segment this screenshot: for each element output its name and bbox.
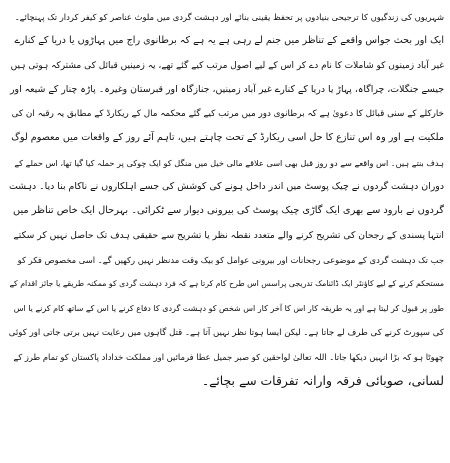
text-line: مستحکم کرنے کے لیے کاؤنٹر ایک ڈائنامک تدریجی پراسس اس طرح کام کرتا ہے کہ فرد دہشت گردی کو ممکنہ طریقے یا جائز اقدام کے: [9, 279, 444, 289]
text-line: چھوٹا ہو کہ بڑا انہیں دیکھا جاتا۔ اللہ تعالیٰ لواحقین کو صبر جمیل عطا فرمائیں اور مملکت خداداد پاکستان کو تمام طرز کے: [13, 352, 444, 363]
text-line: ہدف بنتے ہیں۔ اس واقعے سے دو روز قبل بھی اسی علاقے مالی خیل میں منگل کو ایک چوکی پر حملہ کیا گیا تھا، اس حملے کے: [14, 157, 444, 168]
text-line: ایک اور بحث جواس واقعے کے تناظر میں جنم لے رہی ہے یہ ہے کہ برطانوی راج میں پہاڑوں یا دریا کے کنارے: [14, 35, 444, 47]
text-line: لسانی، صوبائی فرقہ وارانہ تفرقات سے بچائے۔: [201, 373, 444, 389]
text-line: کی سپورٹ کرنے کی طرف لے جاتا ہے۔ لیکن ایسا ہوتا نظر نہیں آتا ہے۔ قتل گاہوں میں رعایت نہیں برتی جاتی اور کوئی: [8, 327, 444, 338]
text-line: خارکلے کے سنی قبائل کا دعویٰ ہے کہ برطانوی دور میں مرتب کیے گئے محکمہ مال کے ریکارڈ کے مطابق یہ رقبہ ان کی: [11, 109, 444, 120]
text-line: دوران دہشت گردوں نے چیک پوسٹ میں اندر داخل ہونے کی کوشش کی جسے اہلکاروں نے ناکام بنا دیا۔ دہشت: [8, 181, 444, 193]
text-line: غیر آباد زمینوں کو شاملات کا نام دے کر اس کے لیے اصول مرتب کیے گئے تھے، یہ زمینیں قبائل کی مشترکہ ہوتی ہیں: [10, 60, 444, 71]
text-line: طور پر قبول کر لیتا ہے اور یہ طریقہ کار اس کا آخر کار اس شخص کو دہشت گردی کا دفاع کرنے یا اس کے ساتھ کام کرنے یا اس: [13, 303, 444, 313]
text-line: ملکیت ہے اور وہ اس تنازع کا حل اسی ریکارڈ کے تحت چاہتے ہیں، تاہم آئے روز کے واقعات میں معصوم لوگ: [11, 132, 444, 144]
text-line: جیسے جنگلات، چراگاہ، پہاڑ یا دریا کے کنارے غیر آباد زمینیں، جنازگاہ اور قبرستان وغیرہ۔ پاڑہ چنار کے شیعہ اور: [10, 83, 444, 95]
text-line: جب تک دہشت گردی کے موضوعی رجحانات اور بیرونی عوامل کو بیک وقت مدنظر نہیں رکھیں گے۔ اسی مخصوص فکر کو: [17, 254, 444, 265]
text-line: انتہا پسندی کے رجحان کی تشریح کرنے والے متعدد نقطہ نظر یا تشریح سے حقیقی ہدف تک حاصل نہیں کر سکتے: [13, 229, 444, 241]
text-line: گردوں نے بارود سے بھری ایک گاڑی چیک پوسٹ کی بیرونی دیوار سے ٹکرائی۔ بہرحال ایک خاص تناظر میں: [12, 205, 444, 217]
text-line: شہریوں کی زندگیوں کا ترجیحی بنیادوں پر تحفظ یقینی بنائے اور دہشت گردی میں ملوث عناصر کو کیفر کردار تک پہنچائے۔: [14, 12, 444, 22]
